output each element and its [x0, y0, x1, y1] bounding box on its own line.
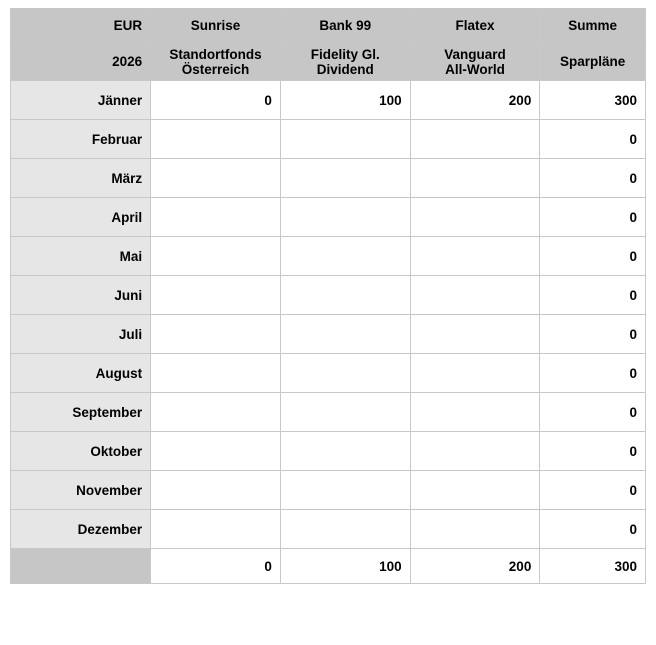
cell-value[interactable]: [280, 315, 410, 354]
cell-row-total[interactable]: 0: [540, 393, 646, 432]
grand-total[interactable]: 300: [540, 549, 646, 584]
cell-value[interactable]: [410, 471, 540, 510]
cell-value[interactable]: [151, 432, 281, 471]
table-subheader-row: [11, 43, 646, 81]
cell-value[interactable]: [151, 510, 281, 549]
row-label-month: Dezember: [11, 510, 151, 549]
cell-value[interactable]: 100: [280, 81, 410, 120]
table-row: [11, 81, 646, 120]
table-row: [11, 198, 646, 237]
cell-value[interactable]: [410, 315, 540, 354]
cell-value[interactable]: 0: [151, 81, 281, 120]
cell-row-total[interactable]: 0: [540, 237, 646, 276]
table-row: [11, 471, 646, 510]
header-broker-3: Flatex: [410, 9, 540, 43]
row-label-month: Februar: [11, 120, 151, 159]
row-label-month: Juni: [11, 276, 151, 315]
cell-value[interactable]: [410, 393, 540, 432]
subheader-total: [540, 43, 646, 81]
cell-value[interactable]: [151, 198, 281, 237]
cell-value[interactable]: [280, 120, 410, 159]
cell-value[interactable]: [151, 471, 281, 510]
table-row: [11, 354, 646, 393]
cell-value[interactable]: [410, 432, 540, 471]
cell-row-total[interactable]: 0: [540, 315, 646, 354]
subheader-fund-2: [280, 43, 410, 81]
subheader-fund-2-line1: Fidelity Gl.: [310, 46, 380, 62]
subheader-total-line1: Sparpläne: [560, 54, 626, 69]
cell-value[interactable]: [151, 276, 281, 315]
cell-row-total[interactable]: 0: [540, 198, 646, 237]
subheader-fund-1-line2: Österreich: [181, 61, 250, 77]
row-label-month: Juli: [11, 315, 151, 354]
header-broker-2: Bank 99: [280, 9, 410, 43]
cell-value[interactable]: [280, 471, 410, 510]
table-row: [11, 432, 646, 471]
row-label-month: Jänner: [11, 81, 151, 120]
cell-value[interactable]: [410, 354, 540, 393]
subheader-year: 2026: [11, 43, 151, 81]
cell-row-total[interactable]: 0: [540, 276, 646, 315]
cell-value[interactable]: [410, 120, 540, 159]
subheader-fund-3-line1: Vanguard: [444, 46, 506, 62]
cell-value[interactable]: [410, 159, 540, 198]
row-label-month: April: [11, 198, 151, 237]
table-row: [11, 315, 646, 354]
header-total: Summe: [540, 9, 646, 43]
cell-value[interactable]: [410, 510, 540, 549]
cell-value[interactable]: [280, 354, 410, 393]
column-total[interactable]: 100: [280, 549, 410, 584]
row-label-month: März: [11, 159, 151, 198]
cell-value[interactable]: [151, 120, 281, 159]
cell-row-total[interactable]: 0: [540, 510, 646, 549]
subheader-fund-1: [151, 43, 281, 81]
cell-row-total[interactable]: 300: [540, 81, 646, 120]
header-broker-1: Sunrise: [151, 9, 281, 43]
cell-value[interactable]: [280, 432, 410, 471]
cell-value[interactable]: [151, 393, 281, 432]
savings-plan-table: [10, 8, 646, 584]
row-label-month: September: [11, 393, 151, 432]
subheader-fund-2-line2: Dividend: [316, 61, 374, 77]
table-row: [11, 393, 646, 432]
cell-row-total[interactable]: 0: [540, 159, 646, 198]
cell-value[interactable]: [280, 198, 410, 237]
row-label-month: August: [11, 354, 151, 393]
column-total[interactable]: 200: [410, 549, 540, 584]
cell-value[interactable]: [410, 237, 540, 276]
table-row: [11, 510, 646, 549]
table-row: [11, 120, 646, 159]
table-row: [11, 159, 646, 198]
header-corner-currency: EUR: [11, 9, 151, 43]
column-total[interactable]: 0: [151, 549, 281, 584]
table-header-row: [11, 9, 646, 43]
cell-value[interactable]: [410, 198, 540, 237]
subheader-fund-1-line1: Standortfonds: [169, 46, 262, 62]
cell-row-total[interactable]: 0: [540, 354, 646, 393]
subheader-fund-3-line2: All-World: [445, 61, 505, 77]
row-label-month: Oktober: [11, 432, 151, 471]
row-label-month: Mai: [11, 237, 151, 276]
cell-value[interactable]: [280, 510, 410, 549]
cell-value[interactable]: [151, 315, 281, 354]
cell-value[interactable]: [151, 159, 281, 198]
cell-row-total[interactable]: 0: [540, 471, 646, 510]
cell-value[interactable]: [151, 354, 281, 393]
table-row: [11, 237, 646, 276]
cell-value[interactable]: [410, 276, 540, 315]
row-label-month: November: [11, 471, 151, 510]
cell-value[interactable]: [280, 237, 410, 276]
cell-value[interactable]: 200: [410, 81, 540, 120]
cell-value[interactable]: [280, 159, 410, 198]
cell-row-total[interactable]: 0: [540, 432, 646, 471]
table-totals-row: [11, 549, 646, 584]
subheader-fund-3: [410, 43, 540, 81]
cell-value[interactable]: [280, 393, 410, 432]
cell-value[interactable]: [280, 276, 410, 315]
cell-row-total[interactable]: 0: [540, 120, 646, 159]
totals-row-label: [11, 549, 151, 584]
table-row: [11, 276, 646, 315]
cell-value[interactable]: [151, 237, 281, 276]
